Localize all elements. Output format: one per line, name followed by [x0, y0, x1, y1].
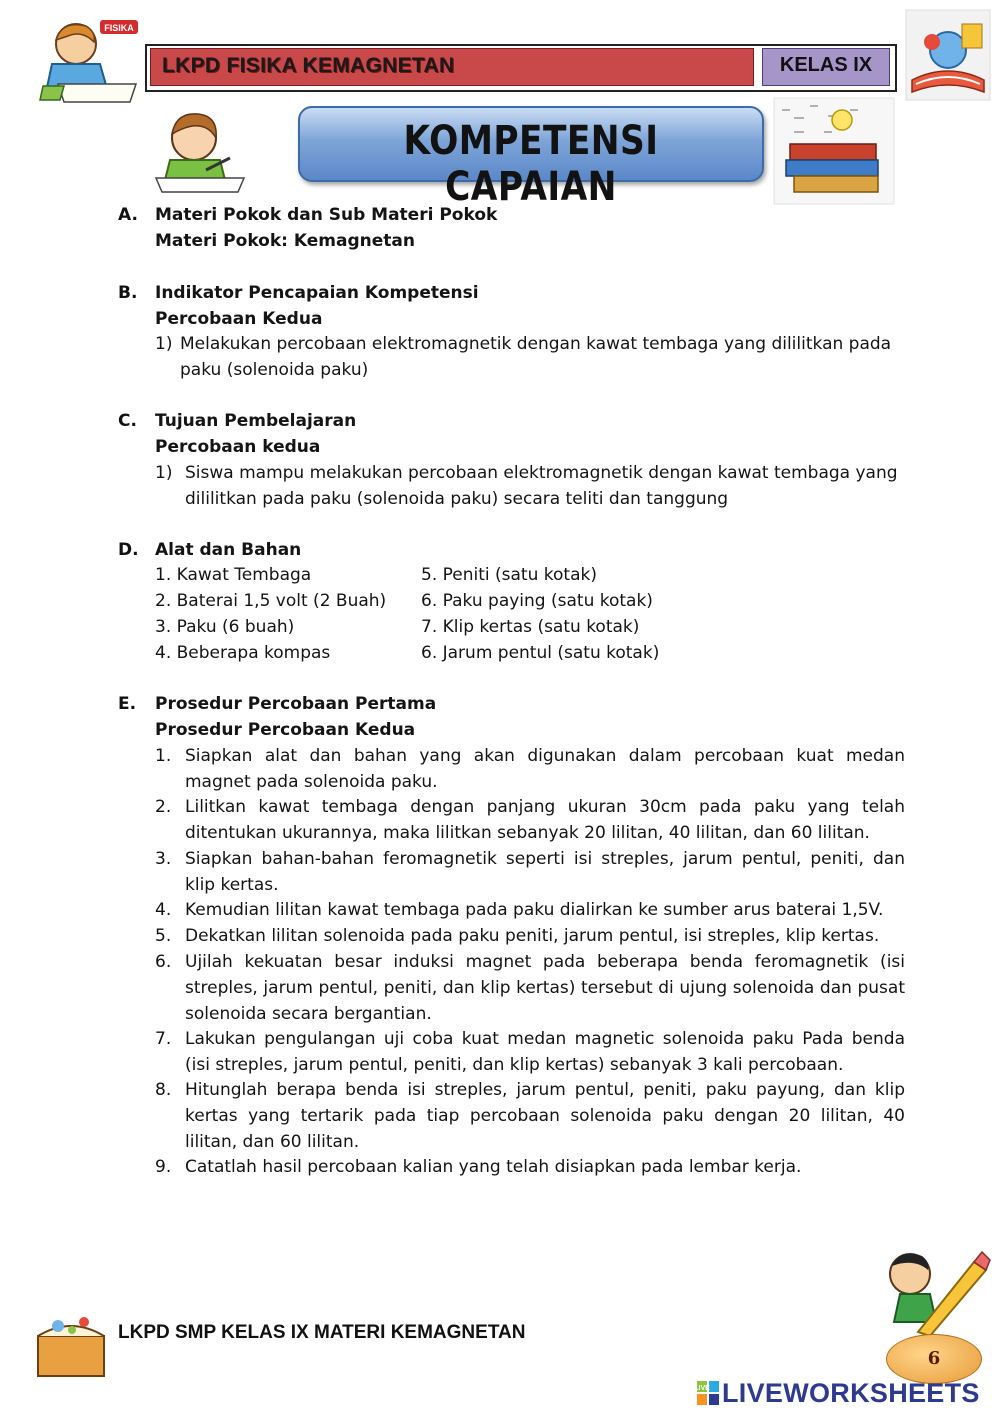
step-number: 8.: [155, 1080, 172, 1100]
section-b-item-line2: paku (solenoida paku): [180, 360, 369, 380]
liveworksheets-logo-icon: [694, 1381, 719, 1405]
tool-item: 5. Peniti (satu kotak): [421, 565, 597, 585]
step-text: Siapkan alat dan bahan yang akan digunakan dalam percobaan kuat medan magnet pada solenoida paku.: [185, 746, 905, 792]
step-number: 3.: [155, 849, 172, 869]
tool-item: 6. Jarum pentul (satu kotak): [421, 643, 660, 663]
page-title: KOMPETENSI CAPAIAN: [403, 118, 659, 210]
kelas-label: KELAS IX: [779, 54, 873, 76]
step-number: 7.: [155, 1029, 172, 1049]
tool-item: 6. Paku paying (satu kotak): [421, 591, 653, 611]
liveworksheets-brand[interactable]: LIVEWORKSHEETS: [722, 1378, 980, 1408]
section-c-item-number: 1): [155, 463, 173, 483]
section-e-sub: Prosedur Percobaan Kedua: [155, 720, 416, 740]
liveworksheets-badge-text: LIVE: [694, 1385, 710, 1392]
step-text: Dekatkan lilitan solenoida pada paku peniti, jarum pentul, isi streples, klip kertas.: [185, 926, 880, 946]
step-number: 4.: [155, 900, 172, 920]
books-globe-clipart: [902, 6, 994, 106]
student-reading-clipart: [38, 14, 142, 104]
tool-item: 3. Paku (6 buah): [155, 617, 295, 637]
tool-item: 2. Baterai 1,5 volt (2 Buah): [155, 591, 387, 611]
section-e-letter: E.: [118, 694, 137, 714]
section-b-letter: B.: [118, 283, 138, 303]
header-title: LKPD FISIKA KEMAGNETAN: [162, 54, 455, 77]
book-footer-clipart: [28, 1312, 116, 1380]
step-number: 2.: [155, 797, 172, 817]
section-a-letter: A.: [118, 205, 138, 225]
tool-item: 4. Beberapa kompas: [155, 643, 331, 663]
step-number: 6.: [155, 952, 172, 972]
section-d-letter: D.: [118, 540, 139, 560]
section-a-title: Materi Pokok dan Sub Materi Pokok: [155, 205, 498, 225]
section-b-sub: Percobaan Kedua: [155, 309, 323, 329]
step-text: Catatlah hasil percobaan kalian yang telah disiapkan pada lembar kerja.: [185, 1157, 802, 1177]
step-text: Hitunglah berapa benda isi streples, jarum pentul, peniti, paku payung, dan klip kertas yang tertarik pada tiap percobaan solenoida paku dengan 20 lilitan, 40 lilitan, dan 60 lilitan.: [185, 1080, 905, 1152]
tool-item: 7. Klip kertas (satu kotak): [421, 617, 640, 637]
step-text: Siapkan bahan-bahan feromagnetik seperti isi streples, jarum pentul, peniti, dan klip kertas.: [185, 849, 905, 895]
section-c-letter: C.: [118, 411, 137, 431]
step-text: Lilitkan kawat tembaga dengan panjang ukuran 30cm pada paku yang telah ditentukan ukurannya, maka lilitkan sebanyak 20 lilitan, 40 lilitan, dan 60 lilitan.: [185, 797, 905, 843]
section-b-item-number: 1): [155, 334, 173, 354]
books-lightbulb-clipart: [772, 96, 896, 206]
pencil-boy-clipart: [870, 1244, 992, 1336]
step-number: 1.: [155, 746, 172, 766]
step-text: Ujilah kekuatan besar induksi magnet pada beberapa benda feromagnetik (isi streples, jarum pentul, peniti, dan klip kertas) tersebut di ujung solenoida dan pusat solenoida secara bergantian.: [185, 952, 905, 1024]
step-number: 5.: [155, 926, 172, 946]
section-b-title: Indikator Pencapaian Kompetensi: [155, 283, 479, 303]
section-e-title: Prosedur Percobaan Pertama: [155, 694, 437, 714]
footer-text: LKPD SMP KELAS IX MATERI KEMAGNETAN: [118, 1322, 526, 1343]
section-c-item-line1: Siswa mampu melakukan percobaan elektromagnetik dengan kawat tembaga yang: [185, 463, 898, 483]
step-text: Lakukan pengulangan uji coba kuat medan magnetic solenoida paku Pada benda (isi streples, jarum pentul, peniti, dan klip kertas) sebanyak 3 kali percobaan.: [185, 1029, 905, 1075]
tool-item: 1. Kawat Tembaga: [155, 565, 312, 585]
step-text: Kemudian lilitan kawat tembaga pada paku dialirkan ke sumber arus baterai 1,5V.: [185, 900, 884, 920]
section-c-title: Tujuan Pembelajaran: [155, 411, 357, 431]
section-c-item-line2: dililitkan pada paku (solenoida paku) secara teliti dan tanggung: [185, 489, 729, 509]
section-b-item-line1: Melakukan percobaan elektromagnetik dengan kawat tembaga yang dililitkan pada: [180, 334, 892, 354]
page-number: 6: [927, 1348, 941, 1369]
section-c-sub: Percobaan kedua: [155, 437, 321, 457]
fisika-label: FISIKA: [104, 23, 134, 33]
section-a-sub: Materi Pokok: Kemagnetan: [155, 231, 415, 251]
girl-writing-clipart: [146, 104, 250, 194]
section-d-title: Alat dan Bahan: [155, 540, 302, 560]
step-number: 9.: [155, 1157, 172, 1177]
